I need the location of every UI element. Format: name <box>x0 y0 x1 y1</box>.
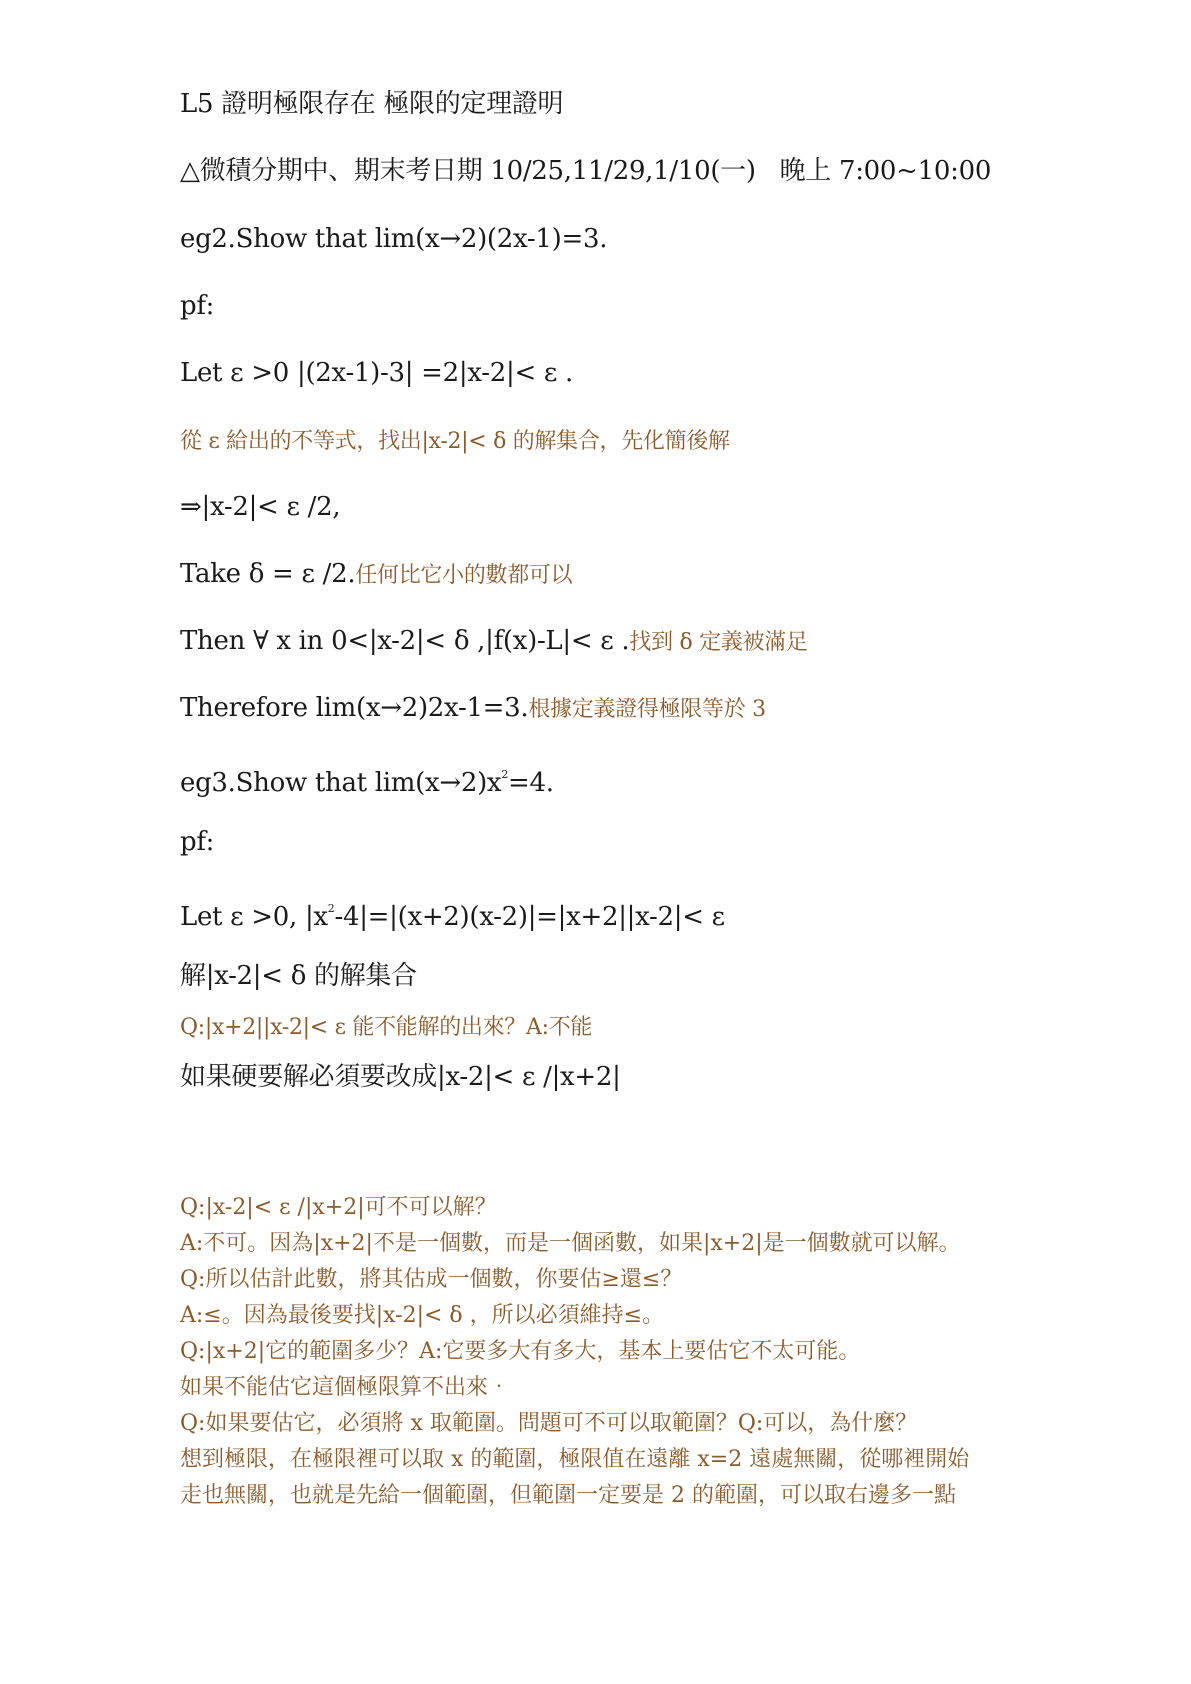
eg3-statement-pre: eg3.Show that lim(x→2)x <box>180 768 502 798</box>
eg3-notes-block <box>180 1194 969 1518</box>
eg2-take-line <box>180 558 572 592</box>
eg2-then-note: 找到 δ 定義被滿足 <box>629 630 808 655</box>
exam-dates-note: △微積分期中、期末考日期 10/25,11/29,1/10(一) 晚上 7:00~10:00 <box>180 156 992 186</box>
eg3-note-line: A:≤。因為最後要找|x-2|< δ ，所以必須維持≤。 <box>180 1303 665 1328</box>
eg3-note-line: Q:|x-2|< ε /|x+2|可不可以解？ <box>180 1195 497 1220</box>
eg2-pf-label: pf: <box>180 291 215 321</box>
eg2-implies-line: ⇒|x-2|< ε /2, <box>180 492 341 522</box>
eg2-take-main: Take δ = ε /2. <box>180 559 356 589</box>
eg3-statement-exponent: 2 <box>501 768 509 781</box>
eg3-note-line: Q:所以估計此數，將其估成一個數，你要估≥還≤？ <box>180 1267 683 1292</box>
eg2-therefore-note: 根據定義證得極限等於 3 <box>528 697 766 722</box>
eg3-let-line <box>180 893 725 933</box>
eg3-solve-line: 解|x-2|< δ 的解集合 <box>180 961 417 991</box>
eg3-let-exponent: 2 <box>327 902 335 915</box>
eg3-let-pre: Let ε >0, |x <box>180 902 328 932</box>
eg2-then-line <box>180 625 808 659</box>
eg2-therefore-main: Therefore lim(x→2)2x-1=3. <box>180 693 529 723</box>
eg2-take-note: 任何比它小的數都可以 <box>355 563 573 588</box>
eg3-statement <box>180 759 554 799</box>
eg2-then-main: Then ∀ x in 0<|x-2|< δ ,|f(x)-L|< ε . <box>180 626 630 656</box>
eg2-hint-note: 從 ε 給出的不等式，找出|x-2|< δ 的解集合，先化簡後解 <box>180 429 730 454</box>
eg3-pf-label: pf: <box>180 827 215 857</box>
eg3-note-line: Q:如果要估它，必須將 x 取範圍。問題可不可以取範圍？Q:可以，為什麼？ <box>180 1411 918 1436</box>
eg2-statement: eg2.Show that lim(x→2)(2x-1)=3. <box>180 224 608 254</box>
eg3-question-1: Q:|x+2||x-2|< ε 能不能解的出來？A:不能 <box>180 1015 593 1040</box>
page-title: L5 證明極限存在 極限的定理證明 <box>180 89 564 119</box>
eg3-note-line: 如果不能估它這個極限算不出來‧ <box>180 1375 511 1400</box>
eg3-note-line: 想到極限，在極限裡可以取 x 的範圍，極限值在遠離 x=2 遠處無關，從哪裡開始 <box>180 1447 970 1472</box>
eg3-let-post: -4|=|(x+2)(x-2)|=|x+2||x-2|< ε <box>334 902 725 932</box>
eg3-note-line: A:不可。因為|x+2|不是一個數，而是一個函數，如果|x+2|是一個數就可以解。 <box>180 1231 961 1256</box>
eg3-statement-post: =4. <box>508 768 554 798</box>
eg2-therefore-line <box>180 692 766 726</box>
eg3-note-line: Q:|x+2|它的範圍多少？A:它要多大有多大，基本上要估它不太可能。 <box>180 1339 861 1364</box>
eg2-let-line: Let ε >0 |(2x-1)-3| =2|x-2|< ε . <box>180 358 573 388</box>
eg3-note-line: 走也無關，也就是先給一個範圍，但範圍一定要是 2 的範圍，可以取右邊多一點 <box>180 1483 956 1508</box>
eg3-must-line: 如果硬要解必須要改成|x-2|< ε /|x+2| <box>180 1062 621 1092</box>
